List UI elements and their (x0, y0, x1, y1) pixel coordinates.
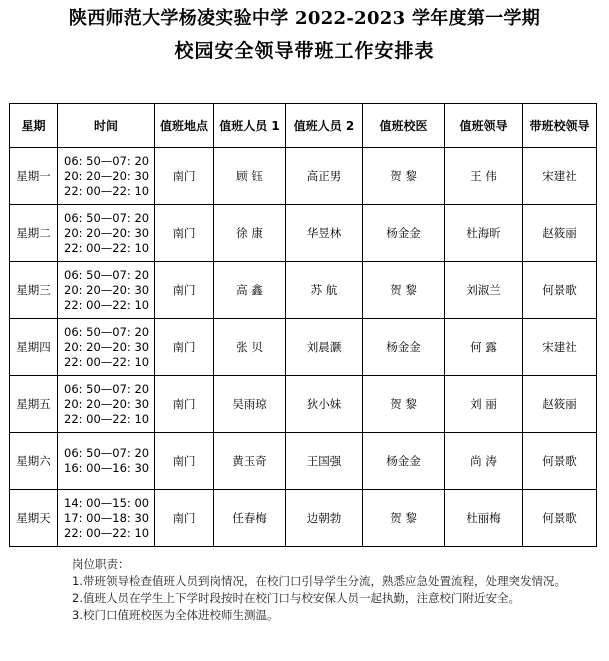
time-slot: 06: 50—07: 20 (64, 153, 150, 168)
table-body (10, 148, 597, 547)
time-slot: 20: 20—20: 30 (64, 396, 150, 411)
time-slot: 22: 00—22: 10 (64, 297, 150, 312)
school-leader-cell: 何景歌 (523, 490, 597, 547)
table-row (10, 148, 597, 205)
column-header-time: 时间 (58, 104, 155, 148)
duty-schedule-table (9, 103, 597, 547)
school-leader-cell: 宋建社 (523, 319, 597, 376)
column-header-staff2: 值班人员 2 (286, 104, 363, 148)
column-header-school-leader: 带班校领导 (523, 104, 597, 148)
staff1-cell: 任春梅 (214, 490, 286, 547)
notes-item: 2.值班人员在学生上下学时段按时在校门口与校安保人员一起执勤，注意校门附近安全。 (72, 591, 520, 605)
school-leader-cell: 赵筱丽 (523, 205, 597, 262)
staff1-cell: 黄玉奇 (214, 433, 286, 490)
school-leader-cell: 何景歌 (523, 433, 597, 490)
time-cell (58, 319, 155, 376)
document-title: 陕西师范大学杨凌实验中学 2022-2023 学年度第一学期 (68, 8, 541, 29)
leader-cell: 刘 丽 (445, 376, 523, 433)
location-cell: 南门 (155, 148, 214, 205)
location-cell: 南门 (155, 433, 214, 490)
time-slot: 20: 20—20: 30 (64, 225, 150, 240)
table-row (10, 490, 597, 547)
staff2-cell: 王国强 (286, 433, 363, 490)
time-cell (58, 262, 155, 319)
doctor-cell: 杨金金 (363, 319, 445, 376)
staff1-cell: 张 贝 (214, 319, 286, 376)
column-header-location: 值班地点 (155, 104, 214, 148)
school-leader-cell: 何景歌 (523, 262, 597, 319)
time-slot: 17: 00—18: 30 (64, 510, 150, 525)
time-cell (58, 433, 155, 490)
table-row (10, 376, 597, 433)
school-leader-cell: 赵筱丽 (523, 376, 597, 433)
staff1-cell: 顾 钰 (214, 148, 286, 205)
leader-cell: 杜海昕 (445, 205, 523, 262)
table-row (10, 205, 597, 262)
table-header-row (10, 104, 597, 148)
staff2-cell: 高正男 (286, 148, 363, 205)
leader-cell: 尚 涛 (445, 433, 523, 490)
time-slot: 22: 00—22: 10 (64, 240, 150, 255)
time-slot: 06: 50—07: 20 (64, 446, 150, 460)
day-cell: 星期天 (10, 490, 58, 547)
doctor-cell: 贺 黎 (363, 376, 445, 433)
location-cell: 南门 (155, 376, 214, 433)
staff1-cell: 徐 康 (214, 205, 286, 262)
column-header-leader: 值班领导 (445, 104, 523, 148)
location-cell: 南门 (155, 319, 214, 376)
leader-cell: 王 伟 (445, 148, 523, 205)
time-slot: 06: 50—07: 20 (64, 381, 150, 396)
table-row (10, 262, 597, 319)
doctor-cell: 贺 黎 (363, 262, 445, 319)
doctor-cell: 贺 黎 (363, 148, 445, 205)
staff2-cell: 边朝勃 (286, 490, 363, 547)
school-leader-cell: 宋建社 (523, 148, 597, 205)
location-cell: 南门 (155, 490, 214, 547)
time-cell (58, 148, 155, 205)
time-slot: 22: 00—22: 10 (64, 525, 150, 540)
time-slot: 20: 20—20: 30 (64, 282, 150, 297)
time-slot: 06: 50—07: 20 (64, 324, 150, 339)
notes-item: 1.带班领导检查值班人员到岗情况，在校门口引导学生分流，熟悉应急处置流程，处理突发情况。 (72, 574, 566, 588)
doctor-cell: 贺 黎 (363, 490, 445, 547)
location-cell: 南门 (155, 205, 214, 262)
leader-cell: 刘淑兰 (445, 262, 523, 319)
leader-cell: 杜丽梅 (445, 490, 523, 547)
column-header-day: 星期 (10, 104, 58, 148)
time-slot: 06: 50—07: 20 (64, 210, 150, 225)
staff2-cell: 刘晨灏 (286, 319, 363, 376)
day-cell: 星期五 (10, 376, 58, 433)
day-cell: 星期六 (10, 433, 58, 490)
table-row (10, 433, 597, 490)
table-row (10, 319, 597, 376)
day-cell: 星期一 (10, 148, 58, 205)
notes-heading: 岗位职责： (72, 557, 130, 571)
column-header-doctor: 值班校医 (363, 104, 445, 148)
doctor-cell: 杨金金 (363, 205, 445, 262)
leader-cell: 何 露 (445, 319, 523, 376)
time-slot: 22: 00—22: 10 (64, 411, 150, 426)
time-slot: 20: 20—20: 30 (64, 168, 150, 183)
staff1-cell: 吴雨琼 (214, 376, 286, 433)
doctor-cell: 杨金金 (363, 433, 445, 490)
time-cell (58, 376, 155, 433)
time-slot: 20: 20—20: 30 (64, 339, 150, 354)
notes-item: 3.校门口值班校医为全体进校师生测温。 (72, 608, 279, 622)
staff2-cell: 华昱林 (286, 205, 363, 262)
time-slot: 22: 00—22: 10 (64, 183, 150, 198)
staff1-cell: 高 鑫 (214, 262, 286, 319)
time-slot: 06: 50—07: 20 (64, 267, 150, 282)
time-slot: 16: 00—16: 30 (64, 461, 150, 475)
time-cell (58, 490, 155, 547)
column-header-staff1: 值班人员 1 (214, 104, 286, 148)
day-cell: 星期三 (10, 262, 58, 319)
time-slot: 14: 00—15: 00 (64, 495, 150, 510)
day-cell: 星期二 (10, 205, 58, 262)
staff2-cell: 苏 航 (286, 262, 363, 319)
document-subtitle: 校园安全领导带班工作安排表 (174, 40, 435, 62)
staff2-cell: 狄小妹 (286, 376, 363, 433)
time-slot: 22: 00—22: 10 (64, 354, 150, 369)
location-cell: 南门 (155, 262, 214, 319)
day-cell: 星期四 (10, 319, 58, 376)
duty-notes (72, 556, 592, 624)
time-cell (58, 205, 155, 262)
